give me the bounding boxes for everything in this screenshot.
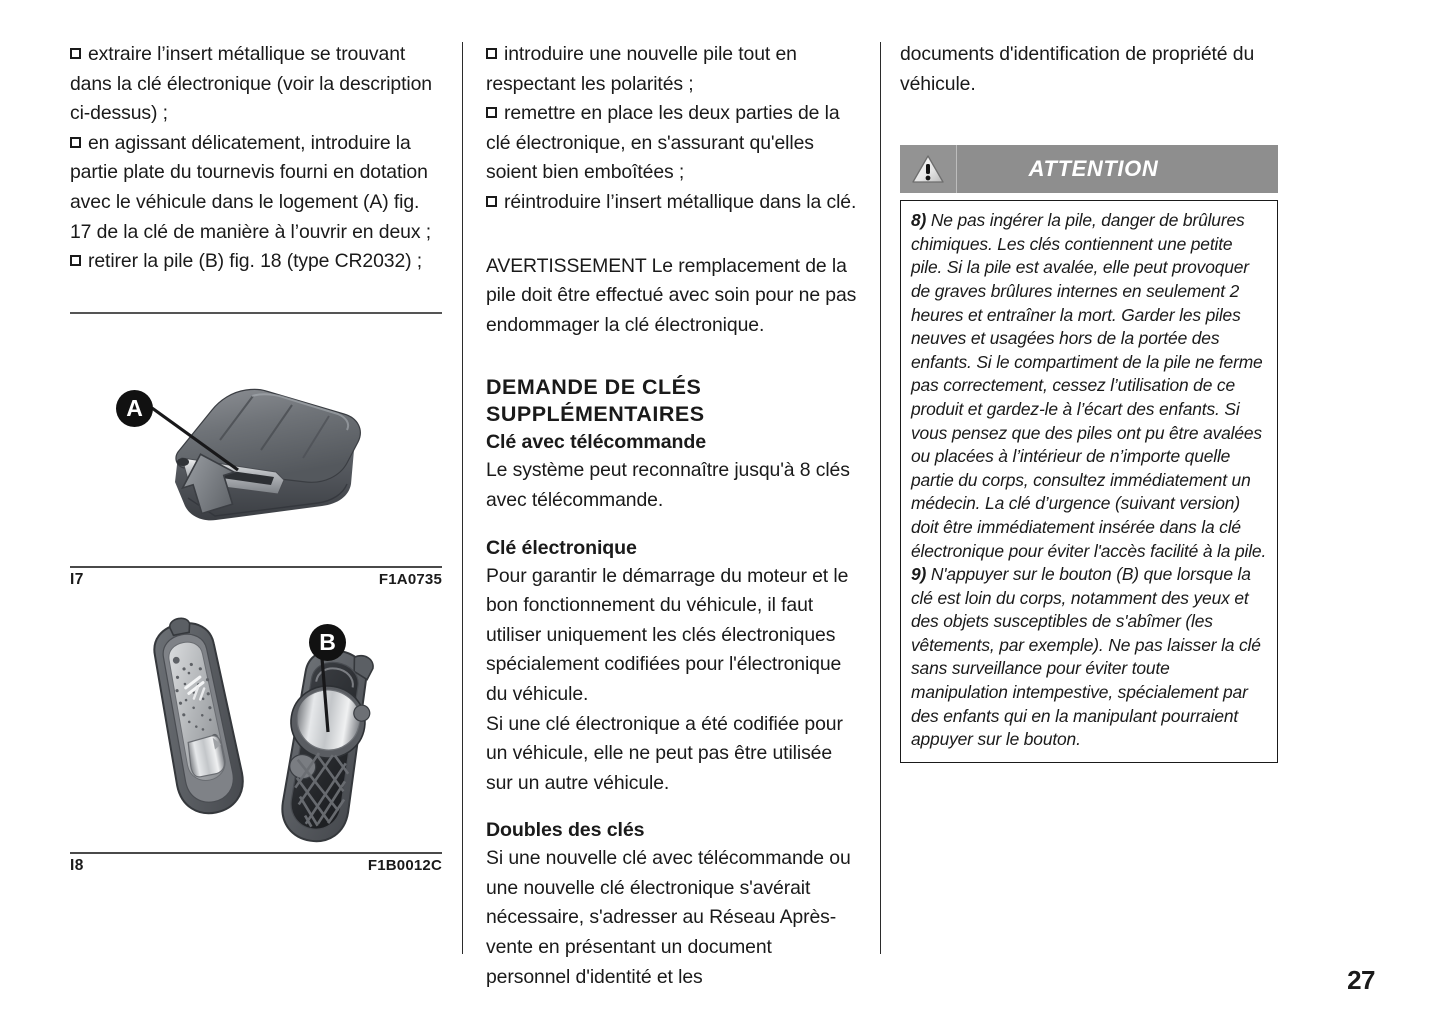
attention-item xyxy=(911,563,1267,752)
column-divider-2 xyxy=(880,42,881,954)
list-item-text: retirer la pile (B) fig. 18 (type CR2032) ; xyxy=(88,250,423,273)
subsection-body-electronic-key-2: Si une clé électronique a été codifiée pour un véhicule, elle ne peut pas être utilisée sur un autre véhicule. xyxy=(486,712,843,794)
figure-18-caption xyxy=(70,854,442,875)
square-bullet-icon xyxy=(486,107,497,118)
list-item-text: en agissant délicatement, introduire la partie plate du tournevis fourni en dotation avec le véhicule dans le logement (A) fig. 17 de la clé de manière à l’ouvrir en deux ; xyxy=(70,131,432,243)
list-item xyxy=(70,247,442,277)
warning-triangle-icon xyxy=(900,145,957,193)
list-item xyxy=(486,188,858,218)
key-fob-right-half xyxy=(273,645,379,847)
list-item-text: introduire une nouvelle pile tout en respectant les polarités ; xyxy=(486,43,797,95)
subsection-title-key-with-remote: Clé avec télécommande xyxy=(486,431,707,454)
continuation-paragraph: documents d'identification de propriété du véhicule. xyxy=(900,43,1255,95)
square-bullet-icon xyxy=(70,48,81,59)
figure-18 xyxy=(70,612,442,875)
list-item xyxy=(70,129,442,247)
figure-code: F1B0012C xyxy=(367,857,442,874)
figure-18-canvas xyxy=(70,612,442,852)
subsection-title-duplicate-keys: Doubles des clés xyxy=(486,819,645,842)
list-item-text: remettre en place les deux parties de la clé électronique, en s'assurant qu'elles soient bien emboîtées ; xyxy=(486,102,840,184)
column-two xyxy=(486,40,858,992)
subsection-body-duplicate-keys: Si une nouvelle clé avec télécommande ou une nouvelle clé électronique s'avérait nécessaire, s'adresser au Réseau Après-vente en présentant un document personnel d'identité et les xyxy=(486,847,851,988)
figure-17-canvas xyxy=(70,330,442,566)
page-number: 27 xyxy=(1347,965,1375,995)
square-bullet-icon xyxy=(486,196,497,207)
col2-bullet-list xyxy=(486,40,858,218)
square-bullet-icon xyxy=(70,137,81,148)
attention-title: ATTENTION xyxy=(1028,156,1159,182)
column-divider-1 xyxy=(462,42,463,954)
square-bullet-icon xyxy=(70,255,81,266)
figure-17-caption xyxy=(70,568,442,589)
list-item xyxy=(486,99,858,188)
subsection-body-electronic-key-1: Pour garantir le démarrage du moteur et le bon fonctionnement du véhicule, il faut utiliser uniquement les clés électroniques spécialement codifiées pour l'électronique du véhicule. xyxy=(486,564,849,705)
callout-label-b: B xyxy=(309,624,346,661)
subsection-title-electronic-key: Clé électronique xyxy=(486,536,637,559)
key-fob-closed-illustration xyxy=(70,330,442,566)
section-title-line-2: SUPPLÉMENTAIRES xyxy=(486,402,705,427)
figure-number: I7 xyxy=(70,571,84,588)
list-item-text: extraire l’insert métallique se trouvant dans la clé électronique (voir la description ci-dessus) ; xyxy=(70,43,432,125)
callout-label-a: A xyxy=(116,390,153,427)
attention-item-text: Ne pas ingérer la pile, danger de brûlures chimiques. Les clés contiennent une petite pile. Si la pile est avalée, elle peut provoquer de graves brûlures internes en seulement 2 heures et entraîner la mort. Garder les piles neuves et usagées hors de la portée des enfants. Si le compartiment de la pile ne ferme pas correctement, cessez l’utilisation de ce produit et gardez-le à l’écart des enfants. Si vous pensez que des piles ont pu être avalées ou placées à l’intérieur de n’importe quelle partie du corps, consultez immédiatement un médecin. La clé d’urgence (suivant version) doit être immédiatement insérée dans la clé électronique pour éviter l'accès facilité à la pile. xyxy=(911,210,1267,561)
attention-content-box xyxy=(900,200,1278,763)
subsection-body-key-with-remote: Le système peut reconnaître jusqu'à 8 clés avec télécommande. xyxy=(486,459,850,511)
figure-17 xyxy=(70,330,442,589)
column-three xyxy=(900,40,1278,763)
attention-item-text: N'appuyer sur le bouton (B) que lorsque la clé est loin du corps, notamment des yeux et des objets susceptibles de s'abîmer (les vêtements, par exemple). Ne pas laisser la clé sans surveillance pour éviter toute manipulation intempestive, spécialement par des enfants qui en la manipulant pourraient appuyer sur le bouton. xyxy=(911,564,1261,750)
rule-above-figure-17 xyxy=(70,312,442,314)
figure-code: F1A0735 xyxy=(378,571,442,588)
attention-item-marker: 8) xyxy=(911,210,927,231)
col1-bullet-list xyxy=(70,40,442,277)
list-item-text: réintroduire l’insert métallique dans la clé. xyxy=(504,190,857,213)
attention-item-marker: 9) xyxy=(911,564,927,585)
attention-header-bar xyxy=(900,145,1278,193)
figure-number: I8 xyxy=(70,857,84,874)
section-title-line-1: DEMANDE DE CLÉS xyxy=(486,375,702,400)
column-one xyxy=(70,40,442,277)
key-fob-left-half xyxy=(146,612,248,818)
square-bullet-icon xyxy=(486,48,497,59)
list-item xyxy=(70,40,442,129)
attention-item xyxy=(911,209,1267,563)
avertissement-paragraph: AVERTISSEMENT Le remplacement de la pile doit être effectué avec soin pour ne pas endommager la clé électronique. xyxy=(486,254,857,336)
list-item xyxy=(486,40,858,99)
key-fob-open-halves-illustration xyxy=(70,612,442,852)
